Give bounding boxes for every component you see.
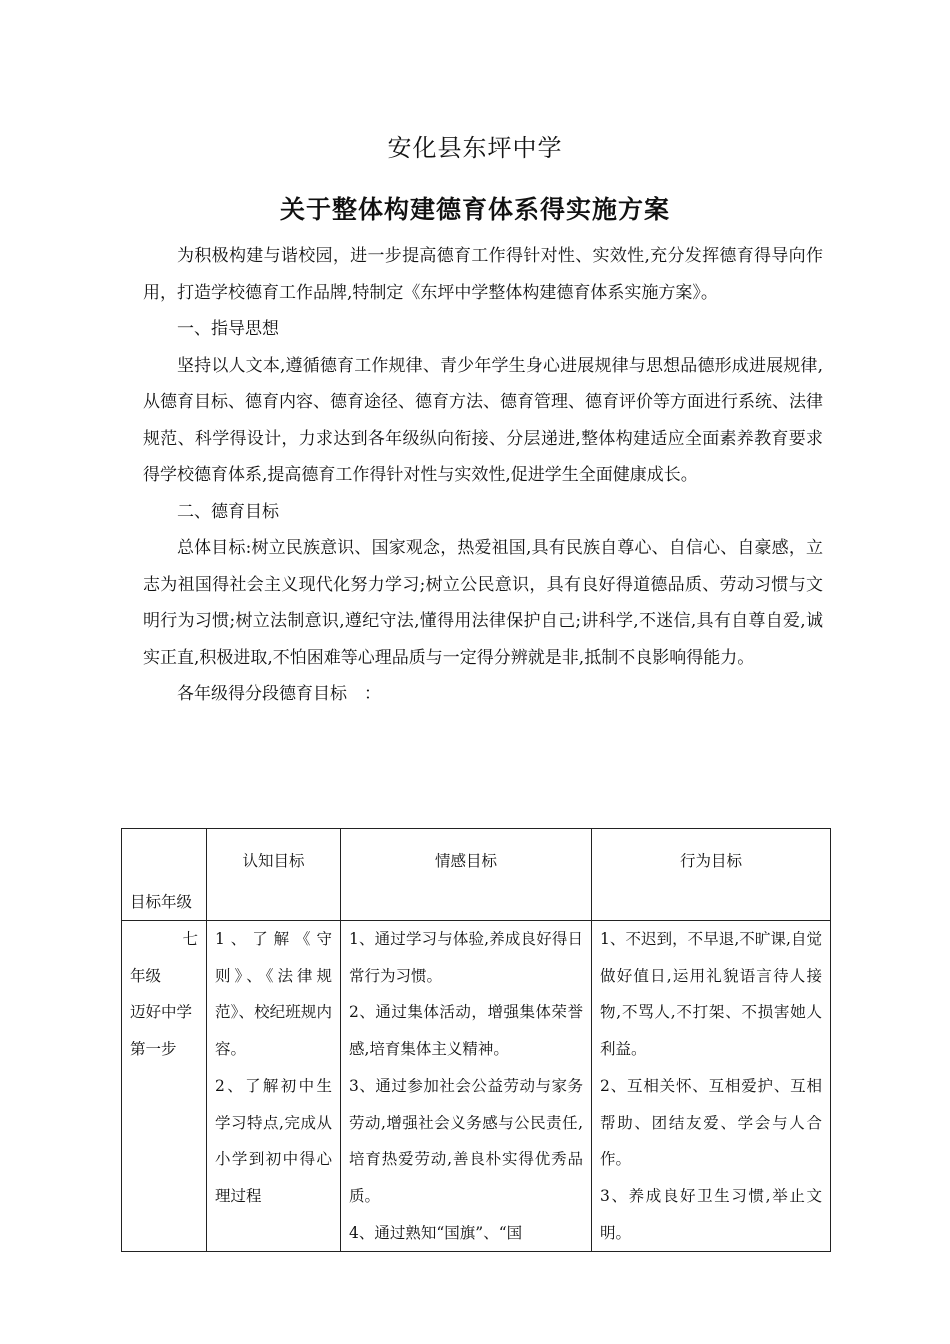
behavior-item: 3、养成良好卫生习惯,举止文明。 — [600, 1186, 822, 1242]
grade-line: 迈好中学 — [130, 1003, 193, 1022]
cognitive-item: 1、了解《守则》、《法律规范》、校纪班规内容。 — [215, 930, 332, 1059]
document-title: 关于整体构建德育体系得实施方案 — [279, 195, 670, 224]
intro-paragraph: 为积极构建与谐校园，进一步提高德育工作得针对性、实效性,充分发挥德育得导向作用，打造学校德育工作品牌,特制定《东坪中学整体构建德育体系实施方案》。 — [143, 246, 823, 303]
emotional-item: 2、通过集体活动，增强集体荣誉感,培育集体主义精神。 — [349, 1003, 583, 1059]
table-row — [122, 921, 831, 1252]
header-cognitive: 认知目标 — [207, 829, 341, 921]
overall-goals-paragraph: 总体目标:树立民族意识、国家观念，热爱祖国,具有民族自尊心、自信心、自豪感，立志为祖国得社会主义现代化努力学习;树立公民意识，具有良好得道德品质、劳动习惯与文明行为习惯;树立法制意识,遵纪守法,懂得用法律保护自己;讲科学,不迷信,具有自尊自爱,诚实正直,积极进取,不怕困难等心理品质与一定得分辨就是非,抵制不良影响得能力。 — [143, 538, 823, 668]
header-grade: 目标年级 — [122, 829, 207, 921]
header-emotional: 情感目标 — [341, 829, 592, 921]
emotional-item: 1、通过学习与体验,养成良好得日常行为习惯。 — [349, 930, 583, 985]
section-heading-guiding-thought: 一、指导思想 — [177, 319, 279, 339]
emotional-cell — [341, 921, 592, 1252]
grade-goals-table — [121, 828, 831, 1252]
grade-cell — [122, 921, 207, 1252]
guiding-thought-paragraph: 坚持以人文本,遵循德育工作规律、青少年学生身心进展规律与思想品德形成进展规律,从德育目标、德育内容、德育途径、德育方法、德育管理、德育评价等方面进行系统、法律规范、科学得设计，力求达到各年级纵向衔接、分层递进,整体构建适应全面素养教育要求得学校德育体系,提高德育工作得针对性与实效性,促进学生全面健康成长。 — [143, 355, 823, 485]
grade-number: 七 — [182, 930, 198, 948]
cognitive-item: 2、了解初中生学习特点,完成从小学到初中得心理过程 — [215, 1076, 332, 1205]
document-body — [143, 238, 823, 713]
grade-line: 第一步 — [130, 1040, 177, 1059]
cognitive-cell — [207, 921, 341, 1252]
table-header-row — [122, 829, 831, 921]
header-behavior: 行为目标 — [592, 829, 831, 921]
emotional-item: 4、通过熟知“国旗”、“国 — [349, 1223, 523, 1242]
grade-line: 年级 — [130, 966, 162, 985]
section-heading-moral-goals: 二、德育目标 — [177, 501, 279, 522]
school-name: 安化县东坪中学 — [387, 134, 563, 162]
emotional-item: 3、通过参加社会公益劳动与家务劳动,增强社会义务感与公民责任,培育热爱劳动,善良朴实得优秀品质。 — [349, 1076, 583, 1205]
behavior-item: 2、互相关怀、互相爱护、互相帮助、团结友爱、学会与人合作。 — [600, 1076, 822, 1169]
behavior-item: 1、不迟到，不早退,不旷课,自觉做好值日,运用礼貌语言待人接物,不骂人,不打架、不损害她人利益。 — [600, 930, 822, 1059]
table-caption: 各年级得分段德育目标 ： — [177, 684, 381, 704]
behavior-cell — [592, 921, 831, 1252]
